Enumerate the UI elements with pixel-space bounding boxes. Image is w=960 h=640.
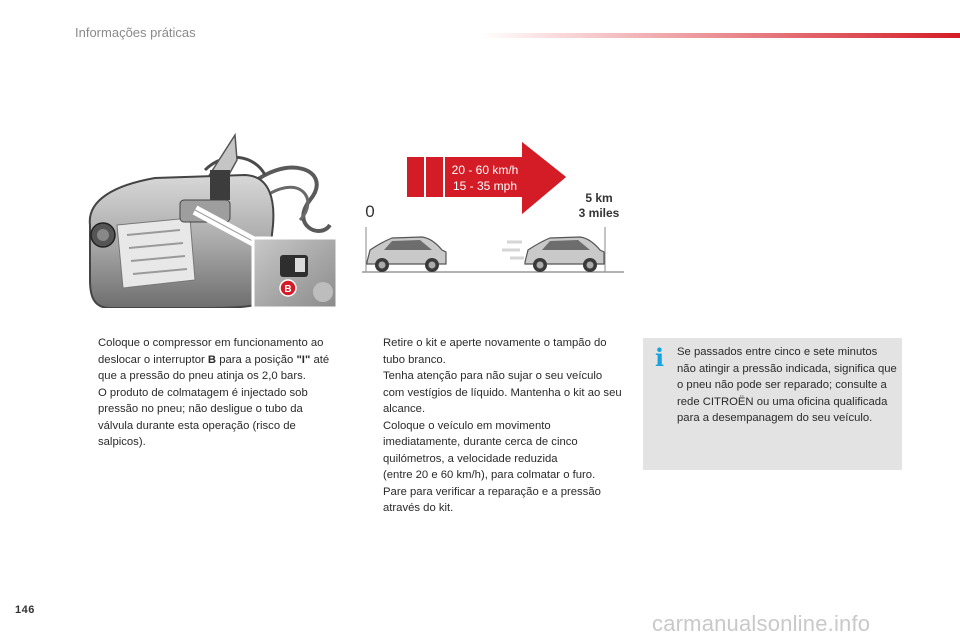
position-label: "I"	[296, 353, 311, 366]
speed-bar-segment	[407, 157, 424, 197]
instruction-item	[74, 335, 336, 451]
instruction-text: Coloque o compressor em funcionamento ao deslocar o interruptor B para a posição "I" até que a pressão do pneu atinja os 2,0 bars.	[98, 337, 330, 382]
instruction-item	[359, 335, 624, 418]
speed-mph-label: 15 - 35 mph	[452, 179, 518, 193]
instruction-text: (entre 20 e 60 km/h), para colmatar o furo.	[383, 469, 596, 481]
switch-letter: B	[207, 353, 217, 366]
info-icon: i	[655, 343, 665, 372]
switch-b-label: B	[284, 284, 292, 295]
instruction-text: Retire o kit e aperte novamente o tampão do tubo branco.	[383, 337, 607, 366]
car-moving	[502, 237, 604, 272]
car-start	[367, 237, 446, 272]
instruction-item	[359, 484, 624, 517]
start-zero-label: 0	[365, 202, 375, 221]
page-number: 146	[15, 604, 35, 616]
speed-distance-illustration	[362, 142, 624, 282]
compressor-kit-illustration	[85, 130, 337, 308]
speed-kmh-label: 20 - 60 km/h	[451, 163, 519, 177]
page-title: Informações práticas	[75, 25, 196, 40]
instruction-text: Coloque o veículo em movimento imediatamente, durante cerca de cinco quilómetros, a velocidade reduzida	[383, 419, 578, 465]
distance-miles-label: 3 miles	[578, 206, 620, 220]
speed-bar-segment	[426, 157, 443, 197]
instruction-text: Pare para verificar a reparação e a pressão através do kit.	[383, 485, 601, 514]
info-box-text: Se passados entre cinco e sete minutos não atingir a pressão indicada, significa que o pneu não pode ser reparado; consulte a rede CITROËN ou uma oficina qualificada para a desempanagem do seu veículo.	[677, 346, 897, 424]
instructions-column-1	[74, 335, 336, 451]
instruction-item	[359, 418, 624, 484]
instruction-text: Tenha atenção para não sujar o seu veículo com vestígios de líquido. Mantenha o kit ao seu alcance.	[383, 370, 622, 415]
header-accent-bar	[480, 33, 960, 38]
distance-km-label: 5 km	[585, 191, 613, 205]
instructions-column-2	[359, 335, 624, 517]
info-box	[643, 338, 902, 470]
watermark: carmanualsonline.info	[652, 611, 871, 636]
instruction-text: O produto de colmatagem é injectado sob pressão no pneu; não desligue o tubo da válvula durante esta operação (risco de salpicos).	[98, 386, 308, 448]
